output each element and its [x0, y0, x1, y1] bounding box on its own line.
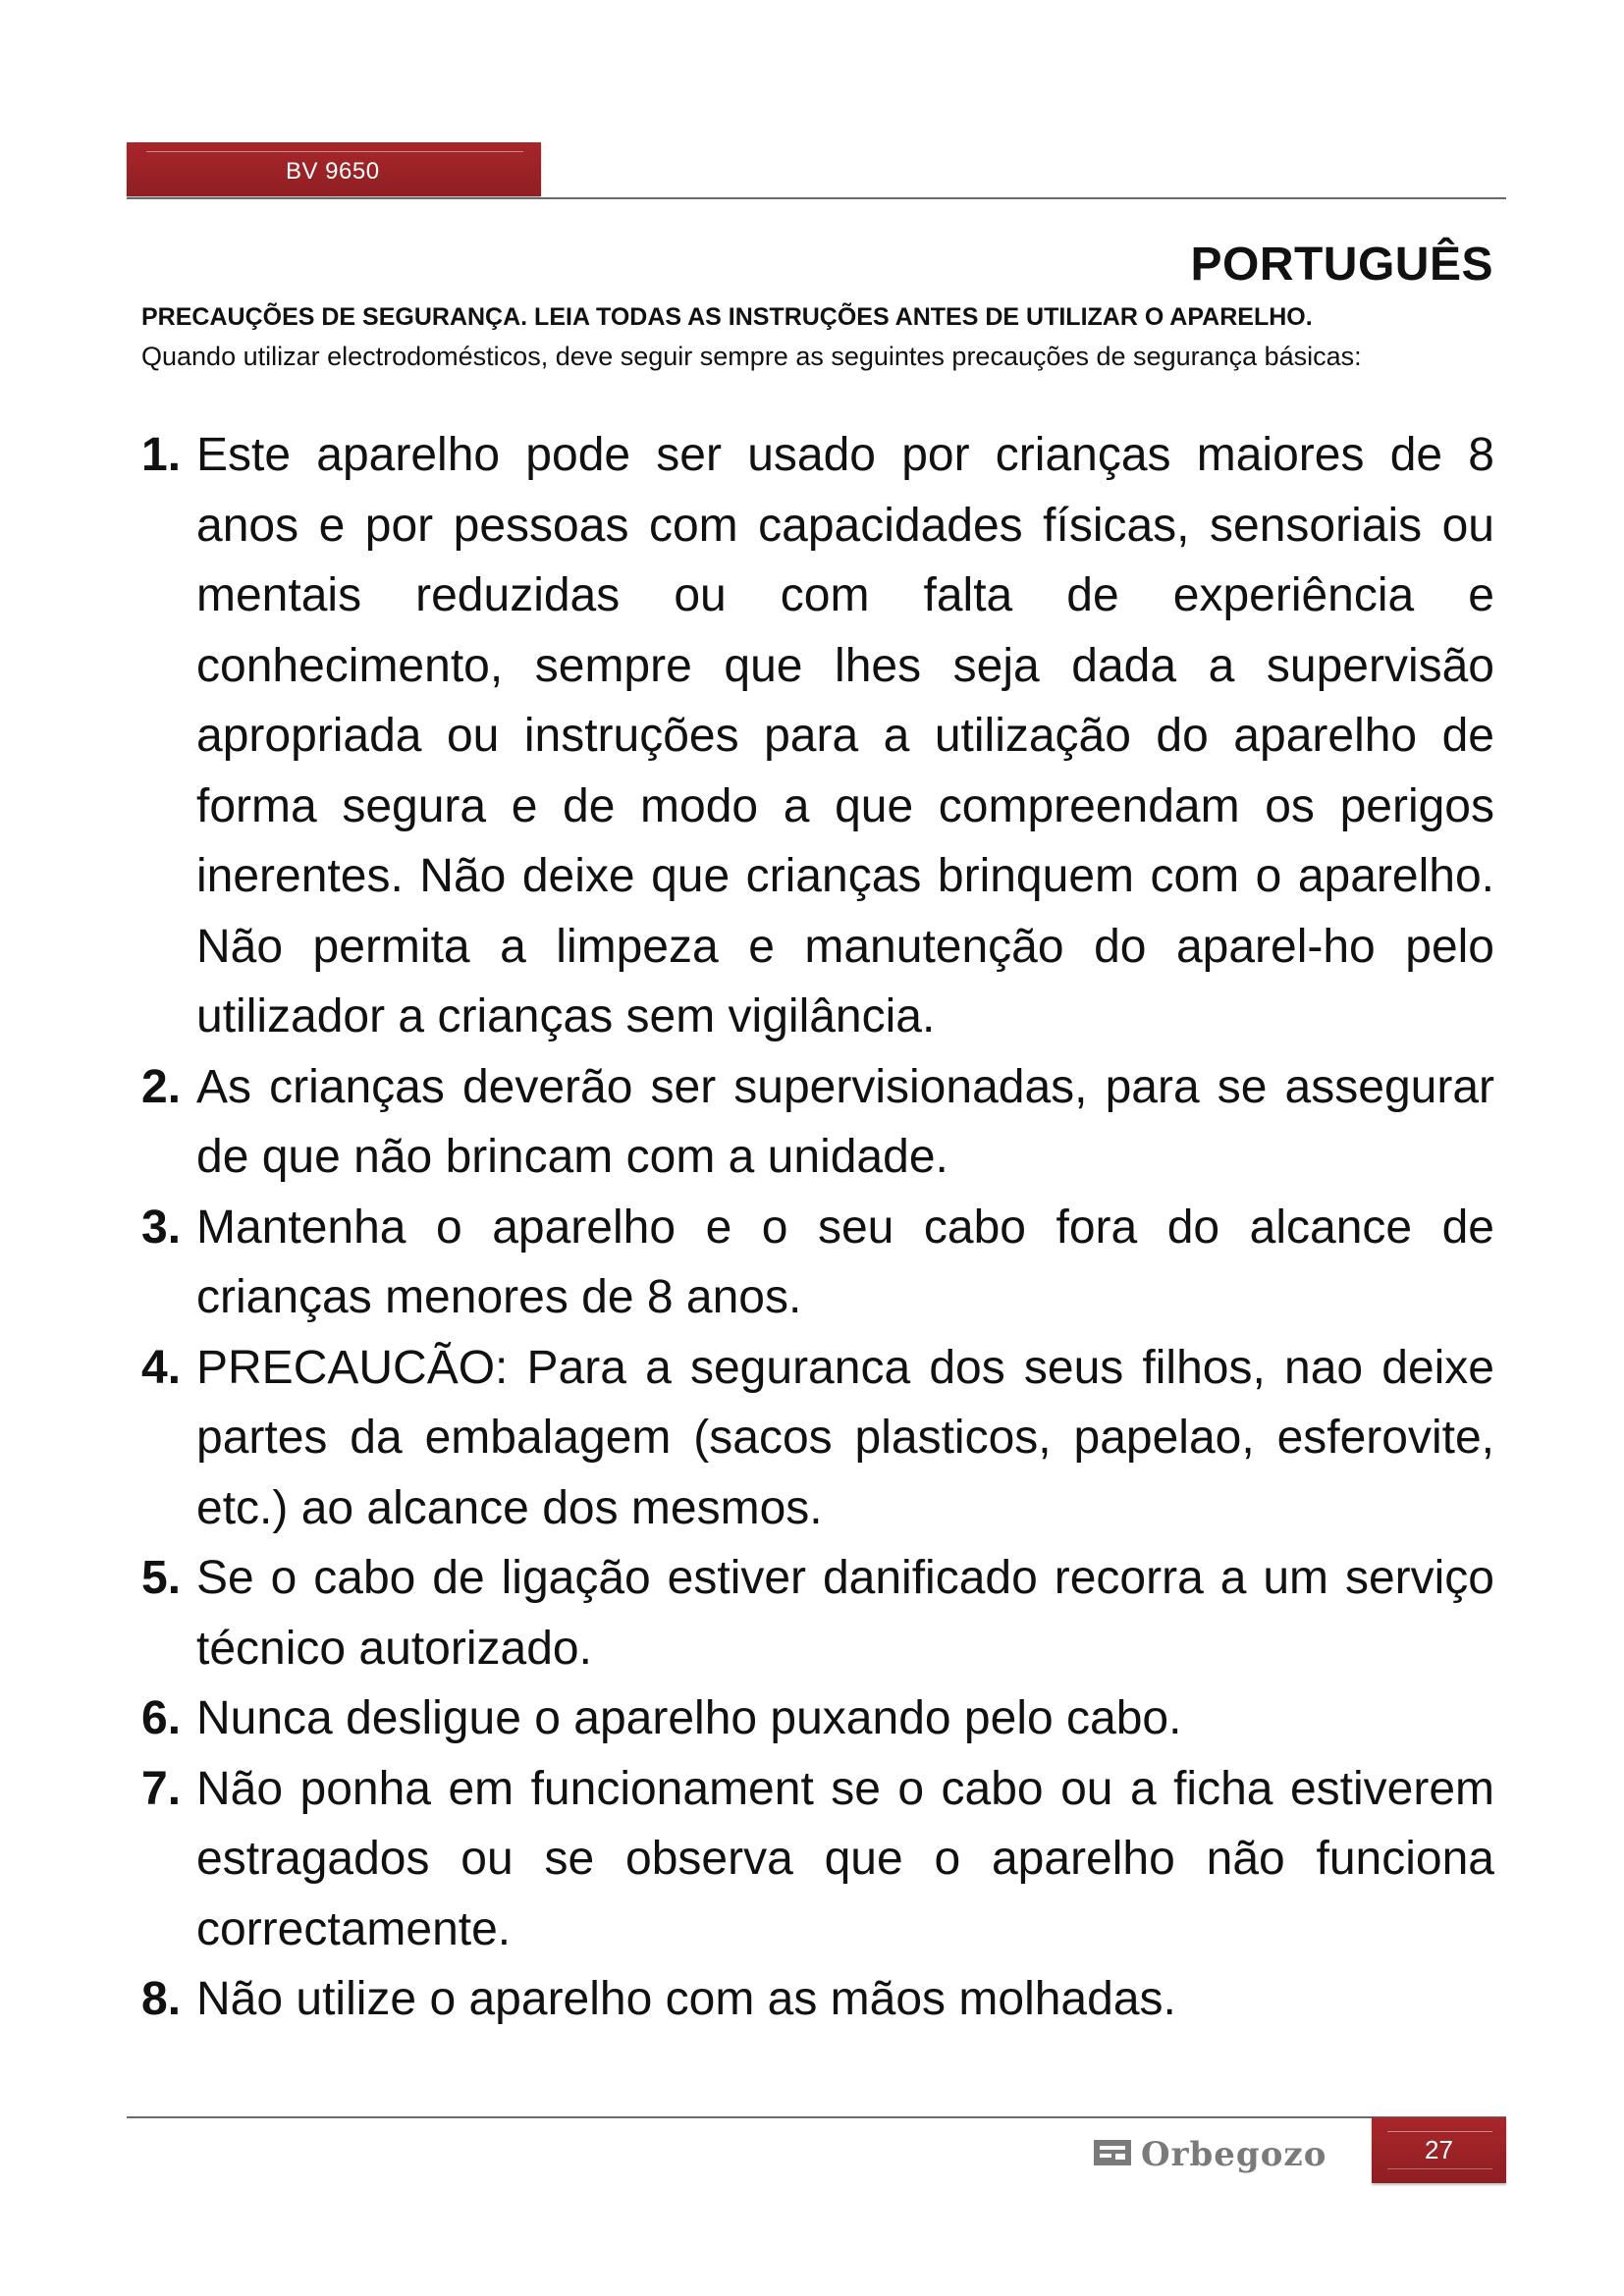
page-number-tab — [1372, 2117, 1506, 2183]
item-number: 3. — [141, 1201, 182, 1254]
model-label: BV 9650 — [286, 158, 380, 185]
item-text: Mantenha o aparelho e o seu cabo fora do alcance de crianças menores de 8 anos. — [196, 1201, 1494, 1323]
footer-rule — [127, 2116, 1506, 2118]
tab-highlight-line — [146, 151, 523, 152]
item-text: Não ponha em funcionament se o cabo ou a ficha estiverem estragados ou se observa que o aparelho não funciona correctamente. — [196, 1762, 1494, 1955]
precaution-item — [141, 1683, 1494, 1754]
precaution-item — [141, 1333, 1494, 1544]
item-text: Nunca desligue o aparelho puxando pelo cabo. — [196, 1692, 1182, 1744]
item-number: 7. — [141, 1762, 182, 1815]
language-title: PORTUGUÊS — [1190, 239, 1493, 291]
item-number: 6. — [141, 1692, 182, 1744]
header-model-tab — [127, 142, 541, 196]
precaution-item — [141, 1052, 1494, 1193]
item-text: PRECAUCÃO: Para a seguranca dos seus filhos, nao deixe partes da embalagem (sacos plasticos, papelao, esferovite, etc.) ao alcance dos mesmos. — [196, 1341, 1494, 1534]
tab-highlight-line — [1387, 2168, 1492, 2169]
precaution-item — [141, 1543, 1494, 1683]
item-text: Não utilize o aparelho com as mãos molhadas. — [196, 1973, 1176, 2025]
precaution-item — [141, 420, 1494, 1052]
precautions-list — [141, 420, 1494, 2035]
item-text: Este aparelho pode ser usado por crianças maiores de 8 anos e por pessoas com capacidades físicas, sensoriais ou mentais reduzidas ou com falta de experiência e conhecimento, sempre que lhes seja dada a supervisão apropriada ou instruções para a utilização do aparelho de forma segura e de modo a que compreendam os perigos inerentes. Não deixe que crianças brinquem com o aparelho. Não permita a limpeza e manutenção do aparel-ho pelo utilizador a crianças sem vigilância. — [196, 429, 1494, 1042]
item-text: As crianças deverão ser supervisionadas, para se assegurar de que não brincam com a unidade. — [196, 1060, 1494, 1183]
item-number: 5. — [141, 1552, 182, 1604]
svg-text:Orbegozo: Orbegozo — [1141, 2135, 1327, 2173]
page-number: 27 — [1425, 2135, 1453, 2164]
item-number: 8. — [141, 1973, 182, 2025]
precaution-item — [141, 1964, 1494, 2035]
orbegozo-logo-icon — [1090, 2132, 1357, 2173]
tab-highlight-line — [1387, 2131, 1492, 2132]
item-number: 1. — [141, 429, 182, 481]
header-rule — [127, 197, 1506, 199]
safety-intro: Quando utilizar electrodomésticos, deve seguir sempre as seguintes precauções de segurança básicas: — [141, 342, 1362, 371]
item-number: 4. — [141, 1341, 182, 1394]
safety-heading: PRECAUÇÕES DE SEGURANÇA. LEIA TODAS AS INSTRUÇÕES ANTES DE UTILIZAR O APARELHO. — [141, 303, 1313, 331]
precaution-item — [141, 1193, 1494, 1333]
item-text: Se o cabo de ligação estiver danificado recorra a um serviço técnico autorizado. — [196, 1552, 1494, 1675]
precaution-item — [141, 1754, 1494, 1965]
item-number: 2. — [141, 1060, 182, 1113]
